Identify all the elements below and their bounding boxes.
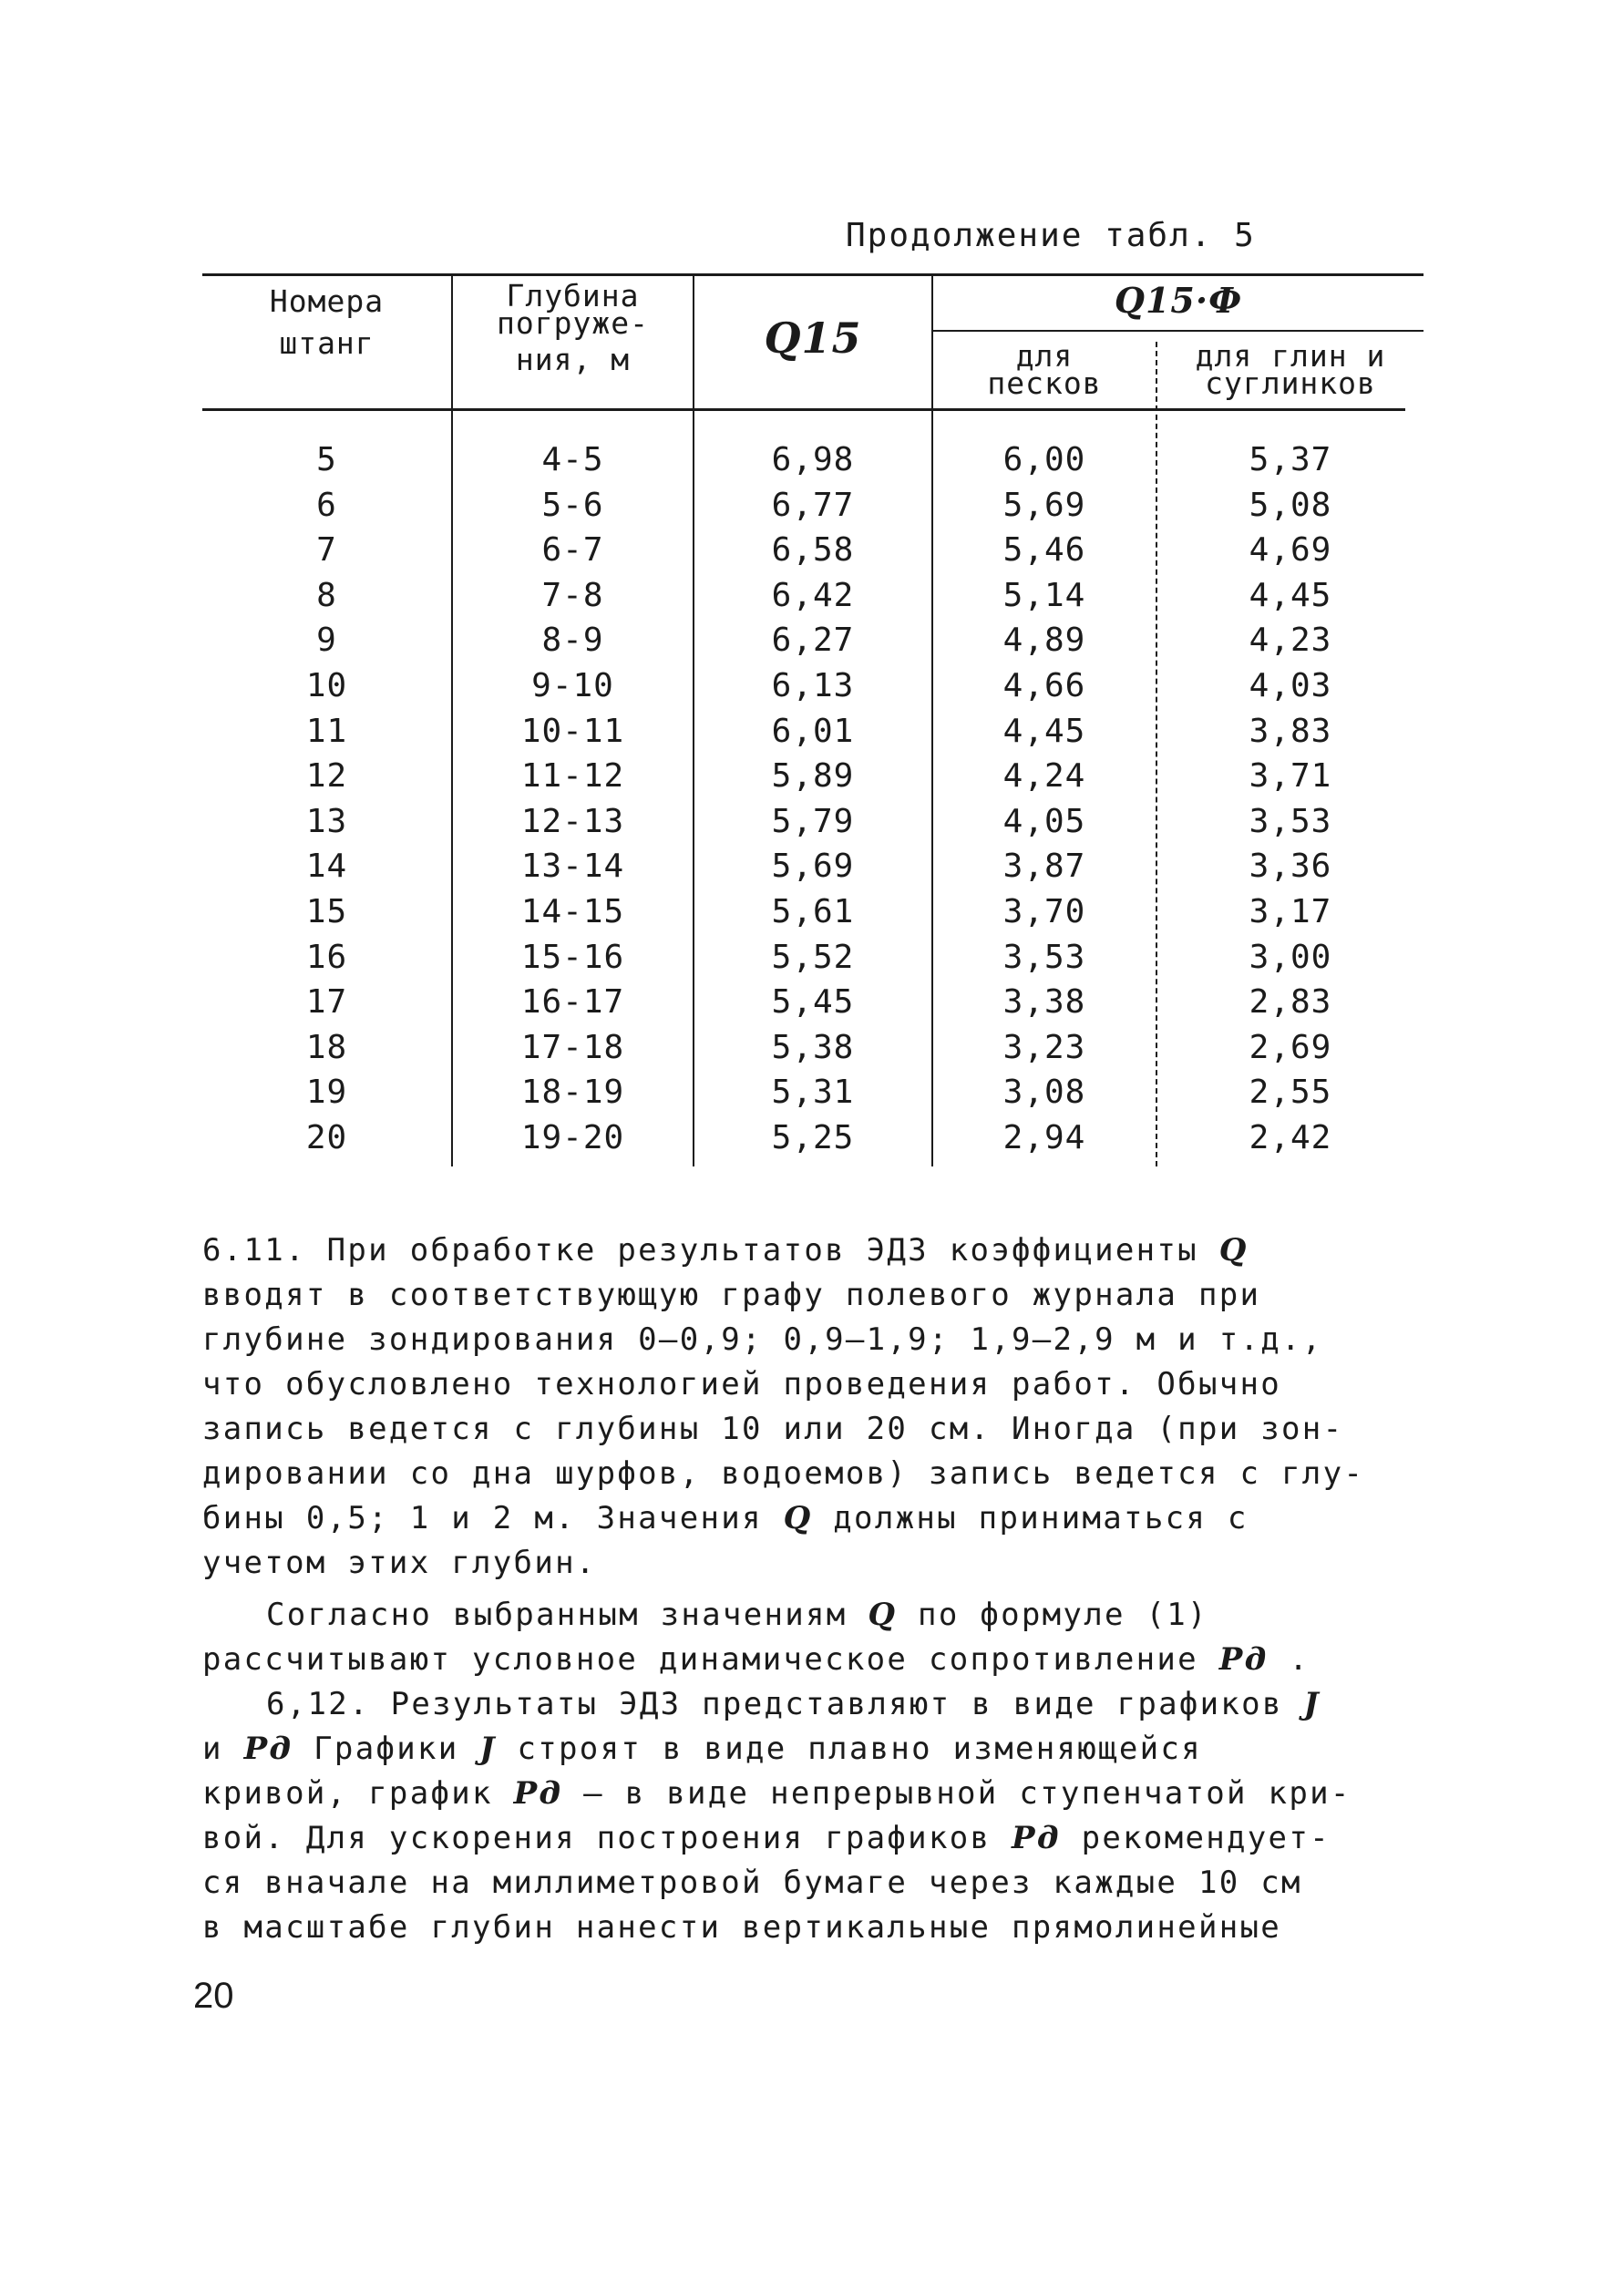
text-line: в масштабе глубин нанести вертикальные прямолинейные — [202, 1909, 1282, 1946]
table-cell: 5,31 — [771, 1074, 855, 1112]
table-cell: 3,36 — [1249, 848, 1332, 886]
table-cell: 7-8 — [541, 576, 604, 614]
table-cell: 6-7 — [541, 531, 604, 570]
table-cell: 9 — [316, 622, 337, 660]
text-line: рассчитывают условное динамическое сопротивление Pд . — [202, 1641, 1311, 1678]
table-cell: 9-10 — [531, 666, 614, 704]
table-cell: 6,00 — [1002, 441, 1086, 478]
symbol-pd: Pд — [1218, 1641, 1269, 1678]
table-cell: 3,83 — [1249, 712, 1332, 750]
header-clays-loams: для глин и суглинков — [1195, 338, 1386, 401]
table-cell: 5,52 — [771, 938, 855, 976]
table-cell: 14-15 — [520, 892, 625, 930]
table-cell: 14 — [305, 848, 348, 886]
paragraph-6-11 — [202, 1228, 1442, 1586]
text-line: 6.11. При обработке результатов ЭДЗ коэффициенты Q — [202, 1232, 1249, 1269]
table-cell: 5,08 — [1249, 486, 1332, 524]
table-cell: 13 — [305, 802, 348, 840]
table-cell: 2,69 — [1249, 1028, 1332, 1066]
symbol-j: J — [479, 1731, 497, 1767]
table-cell: 5,61 — [771, 892, 855, 930]
table-cell: 13-14 — [520, 848, 625, 886]
table-cell: 7 — [316, 531, 337, 570]
table-caption: Продолжение табл. 5 — [846, 217, 1256, 254]
table-cell: 4,45 — [1002, 712, 1086, 750]
table-cell: 2,94 — [1002, 1118, 1086, 1156]
table-cell: 4,23 — [1249, 622, 1332, 660]
symbol-j: J — [1303, 1686, 1321, 1722]
table-cell: 6 — [316, 486, 337, 524]
symbol-pd: Pд — [513, 1775, 563, 1812]
table-cell: 3,70 — [1002, 892, 1086, 930]
text-line: Согласно выбранным значениям Q по формуле (1) — [266, 1597, 1208, 1633]
table-cell: 4-5 — [541, 441, 604, 478]
table-cell: 20 — [305, 1118, 348, 1156]
table-cell: 6,77 — [771, 486, 855, 524]
table-cell: 5,46 — [1002, 531, 1086, 570]
table-cell: 3,38 — [1002, 983, 1086, 1022]
table-cell: 4,66 — [1002, 666, 1086, 704]
table-cell: 5,69 — [1002, 486, 1086, 524]
table-cell: 15 — [305, 892, 348, 930]
table-cell: 4,05 — [1002, 802, 1086, 840]
table-cell: 5-6 — [541, 486, 604, 524]
column-q15 — [694, 437, 931, 1161]
text-line: кривой, график Pд – в виде непрерывной ступенчатой кри- — [202, 1775, 1352, 1812]
table-cell: 10-11 — [520, 712, 625, 750]
table-cell: 4,24 — [1002, 757, 1086, 796]
table-cell: 6,42 — [771, 576, 855, 614]
paragraph-6-12 — [202, 1682, 1442, 1950]
text-line: запись ведется с глубины 10 или 20 см. Иногда (при зон- — [202, 1411, 1344, 1447]
table-cell: 12-13 — [520, 802, 625, 840]
table-cell: 11 — [305, 712, 348, 750]
table-cell: 8-9 — [541, 622, 604, 660]
table-cell: 6,01 — [771, 712, 855, 750]
text-line: бины 0,5; 1 и 2 м. Значения Q должны приниматься с — [202, 1500, 1249, 1536]
text-line: и Pд Графики J строят в виде плавно изменяющейся — [202, 1731, 1202, 1767]
table-cell: 17 — [305, 983, 348, 1022]
table-cell: 4,03 — [1249, 666, 1332, 704]
table-cell: 19 — [305, 1074, 348, 1112]
table-cell: 5,37 — [1249, 441, 1332, 478]
table-cell: 5,14 — [1002, 576, 1086, 614]
symbol-pd: Pд — [243, 1731, 293, 1767]
table-cell: 5,79 — [771, 802, 855, 840]
table-cell: 10 — [305, 666, 348, 704]
table-cell: 5,69 — [771, 848, 855, 886]
table-cell: 6,13 — [771, 666, 855, 704]
header-shtang-numbers: Номера штанг — [269, 283, 385, 361]
table-cell: 6,27 — [771, 622, 855, 660]
table-cell: 2,83 — [1249, 983, 1332, 1022]
table-cell: 3,87 — [1002, 848, 1086, 886]
text-line: глубине зондирования 0–0,9; 0,9–1,9; 1,9–2,9 м и т.д., — [202, 1321, 1323, 1358]
header-bottom-rule — [202, 408, 1405, 411]
column-clays-loams — [1157, 437, 1424, 1161]
page-number: 20 — [193, 1976, 234, 2016]
table-cell: 16 — [305, 938, 348, 976]
table-cell: 16-17 — [520, 983, 625, 1022]
table-cell: 5,25 — [771, 1118, 855, 1156]
table-cell: 3,53 — [1249, 802, 1332, 840]
table-cell: 18-19 — [520, 1074, 625, 1112]
table-cell: 18 — [305, 1028, 348, 1066]
text-line: ся вначале на миллиметровой бумаге через каждые 10 см — [202, 1865, 1302, 1901]
table-cell: 15-16 — [520, 938, 625, 976]
table-cell: 4,45 — [1249, 576, 1332, 614]
table-cell: 6,58 — [771, 531, 855, 570]
column-depth — [453, 437, 693, 1161]
table-cell: 12 — [305, 757, 348, 796]
text-line: дировании со дна шурфов, водоемов) запись ведется с глу- — [202, 1455, 1365, 1492]
table-cell: 11-12 — [520, 757, 625, 796]
table-cell: 3,23 — [1002, 1028, 1086, 1066]
data-table — [202, 273, 1424, 1166]
table-cell: 5,89 — [771, 757, 855, 796]
table-cell: 4,69 — [1249, 531, 1332, 570]
paragraph-formula-note — [202, 1593, 1442, 1682]
text-line: вой. Для ускорения построения графиков Pд рекомендует- — [202, 1820, 1331, 1856]
text-line: 6,12. Результаты ЭДЗ представляют в виде графиков J — [266, 1686, 1321, 1722]
table-cell: 2,55 — [1249, 1074, 1332, 1112]
text-line: вводят в соответствующую графу полевого журнала при — [202, 1277, 1261, 1313]
column-sands — [933, 437, 1156, 1161]
table-cell: 3,71 — [1249, 757, 1332, 796]
text-line: что обусловлено технологией проведения работ. Обычно — [202, 1366, 1282, 1403]
symbol-q: Q — [868, 1597, 898, 1633]
symbol-q: Q — [783, 1500, 813, 1536]
table-cell: 5,45 — [771, 983, 855, 1022]
table-cell: 4,89 — [1002, 622, 1086, 660]
table-top-rule — [202, 273, 1424, 276]
table-cell: 6,98 — [771, 441, 855, 478]
column-shtang-number — [202, 437, 451, 1161]
table-cell: 3,08 — [1002, 1074, 1086, 1112]
table-cell: 17-18 — [520, 1028, 625, 1066]
header-q15: Q15 — [764, 313, 862, 363]
symbol-q: Q — [1218, 1232, 1249, 1269]
header-q15-phi: Q15·Ф — [1114, 280, 1243, 321]
table-cell: 3,00 — [1249, 938, 1332, 976]
table-cell: 19-20 — [520, 1118, 625, 1156]
header-sands: для песков — [987, 338, 1102, 401]
table-cell: 5,38 — [771, 1028, 855, 1066]
group-header-rule — [931, 330, 1424, 332]
text-line: учетом этих глубин. — [202, 1545, 597, 1581]
table-cell: 5 — [316, 441, 337, 478]
table-cell: 3,17 — [1249, 892, 1332, 930]
table-cell: 2,42 — [1249, 1118, 1332, 1156]
table-cell: 8 — [316, 576, 337, 614]
symbol-pd: Pд — [1012, 1820, 1061, 1856]
header-depth: Глубина погруже- ния, м — [497, 278, 649, 377]
table-cell: 3,53 — [1002, 938, 1086, 976]
